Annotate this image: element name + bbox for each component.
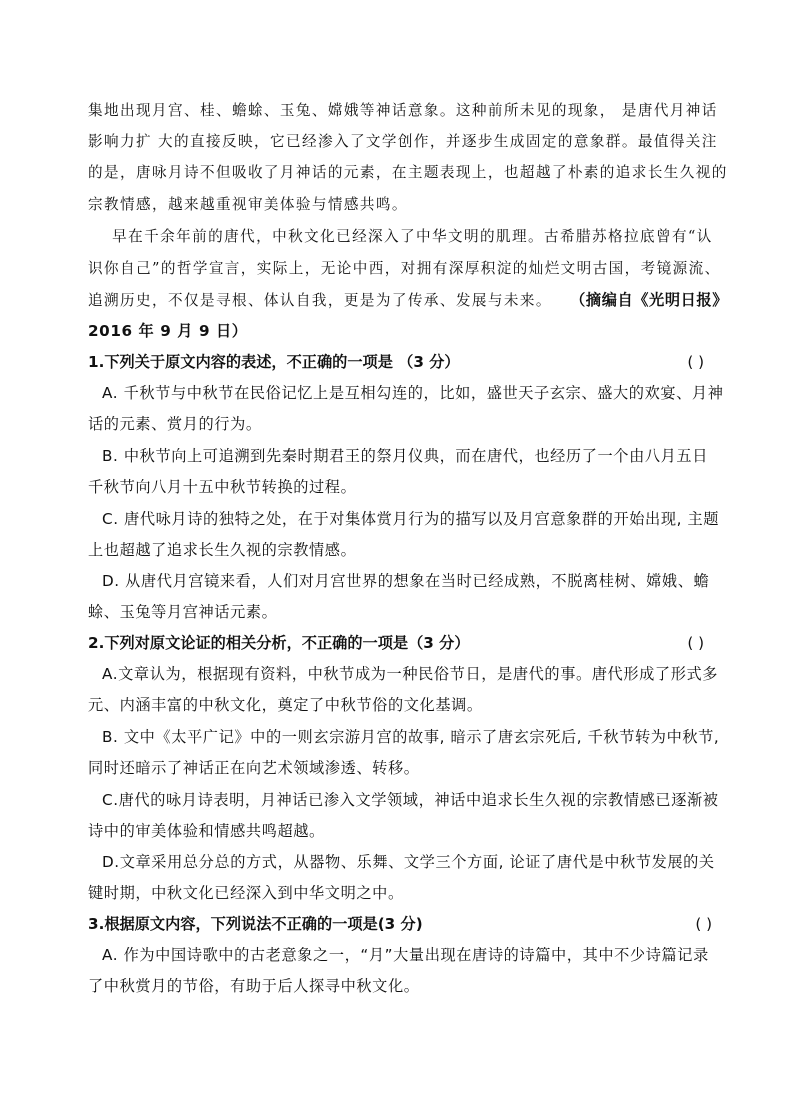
passage-line: 的是，唐咏月诗不但吸收了月神话的元素，在主题表现上，也超越了朴素的追求长生久视的 bbox=[88, 164, 728, 181]
option-line: B. 文中《太平广记》中的一则玄宗游月宫的故事, 暗示了唐玄宗死后, 千秋节转为中秋节, bbox=[102, 728, 720, 746]
option-line: 键时期，中秋文化已经深入到中华文明之中。 bbox=[88, 884, 404, 902]
option-line: A.文章认为，根据现有资料，中秋节成为一种民俗节日，是唐代的事。唐代形成了形式多 bbox=[102, 665, 719, 683]
option-line: 话的元素、赏月的行为。 bbox=[88, 415, 262, 433]
passage-last-line bbox=[88, 291, 728, 310]
answer-blank: ( ) bbox=[687, 634, 704, 652]
passage-line: 宗教情感，越来越重视审美体验与情感共鸣。 bbox=[88, 196, 408, 213]
passage-line: 识你自己”的哲学宣言，实际上，无论中西，对拥有深厚积淀的灿烂文明古国，考镜源流、 bbox=[88, 260, 721, 277]
option-line: 元、内涵丰富的中秋文化，奠定了中秋节俗的文化基调。 bbox=[88, 696, 483, 714]
option-line: C.唐代的咏月诗表明，月神话已渗入文学领域，神话中追求长生久视的宗教情感已逐渐被 bbox=[102, 791, 719, 809]
option-line: A. 作为中国诗歌中的古老意象之一，“月”大量出现在唐诗的诗篇中，其中不少诗篇记录 bbox=[102, 946, 709, 964]
answer-blank: ( ) bbox=[687, 353, 704, 371]
question-3-title bbox=[88, 915, 728, 933]
passage-line: 早在千余年前的唐代，中秋文化已经深入了中华文明的肌理。古希腊苏格拉底曾有“认 bbox=[88, 228, 713, 245]
source-citation: （摘编自《光明日报》 bbox=[570, 291, 728, 309]
answer-blank: ( ) bbox=[695, 915, 712, 933]
option-line: 了中秋赏月的节俗，有助于后人探寻中秋文化。 bbox=[88, 977, 420, 995]
passage-line: 集地出现月宫、桂、蟾蜍、玉兔、嫦娥等神话意象。这种前所未见的现象， 是唐代月神话 bbox=[88, 102, 718, 119]
option-line: 同时还暗示了神话正在向艺术领域渗透、转移。 bbox=[88, 759, 420, 777]
question-title-text: 2.下列对原文论证的相关分析，不正确的一项是（3 分） bbox=[88, 634, 470, 652]
question-title-text: 1.下列关于原文内容的表述，不正确的一项是 （3 分） bbox=[88, 353, 460, 371]
passage-line: 追溯历史，不仅是寻根、体认自我，更是为了传承、发展与未来。 bbox=[88, 292, 552, 309]
option-line: 千秋节向八月十五中秋节转换的过程。 bbox=[88, 478, 357, 496]
question-2-title bbox=[88, 634, 728, 652]
option-line: D. 从唐代月宫镜来看，人们对月宫世界的想象在当时已经成熟，不脱离桂树、嫦娥、蟾 bbox=[102, 572, 710, 590]
question-title-text: 3.根据原文内容，下列说法不正确的一项是(3 分) bbox=[88, 915, 423, 933]
option-line: 诗中的审美体验和情感共鸣超越。 bbox=[88, 822, 325, 840]
option-line: C. 唐代咏月诗的独特之处，在于对集体赏月行为的描写以及月宫意象群的开始出现, 主题 bbox=[102, 510, 720, 528]
option-line: 上也超越了追求长生久视的宗教情感。 bbox=[88, 541, 357, 559]
option-line: D.文章采用总分总的方式，从器物、乐舞、文学三个方面, 论证了唐代是中秋节发展的关 bbox=[102, 853, 715, 871]
option-line: 蜍、玉兔等月宫神话元素。 bbox=[88, 603, 278, 621]
option-line: B. 中秋节向上可追溯到先秦时期君王的祭月仪典，而在唐代，也经历了一个由八月五日 bbox=[102, 447, 709, 465]
question-1-title bbox=[88, 353, 728, 371]
option-line: A. 千秋节与中秋节在民俗记忆上是互相勾连的，比如，盛世天子玄宗、盛大的欢宴、月神 bbox=[102, 384, 724, 402]
source-date: 2016 年 9 月 9 日） bbox=[88, 322, 248, 340]
passage-line: 影响力扩 大的直接反映，它已经渗入了文学创作，并逐步生成固定的意象群。最值得关注 bbox=[88, 133, 718, 150]
